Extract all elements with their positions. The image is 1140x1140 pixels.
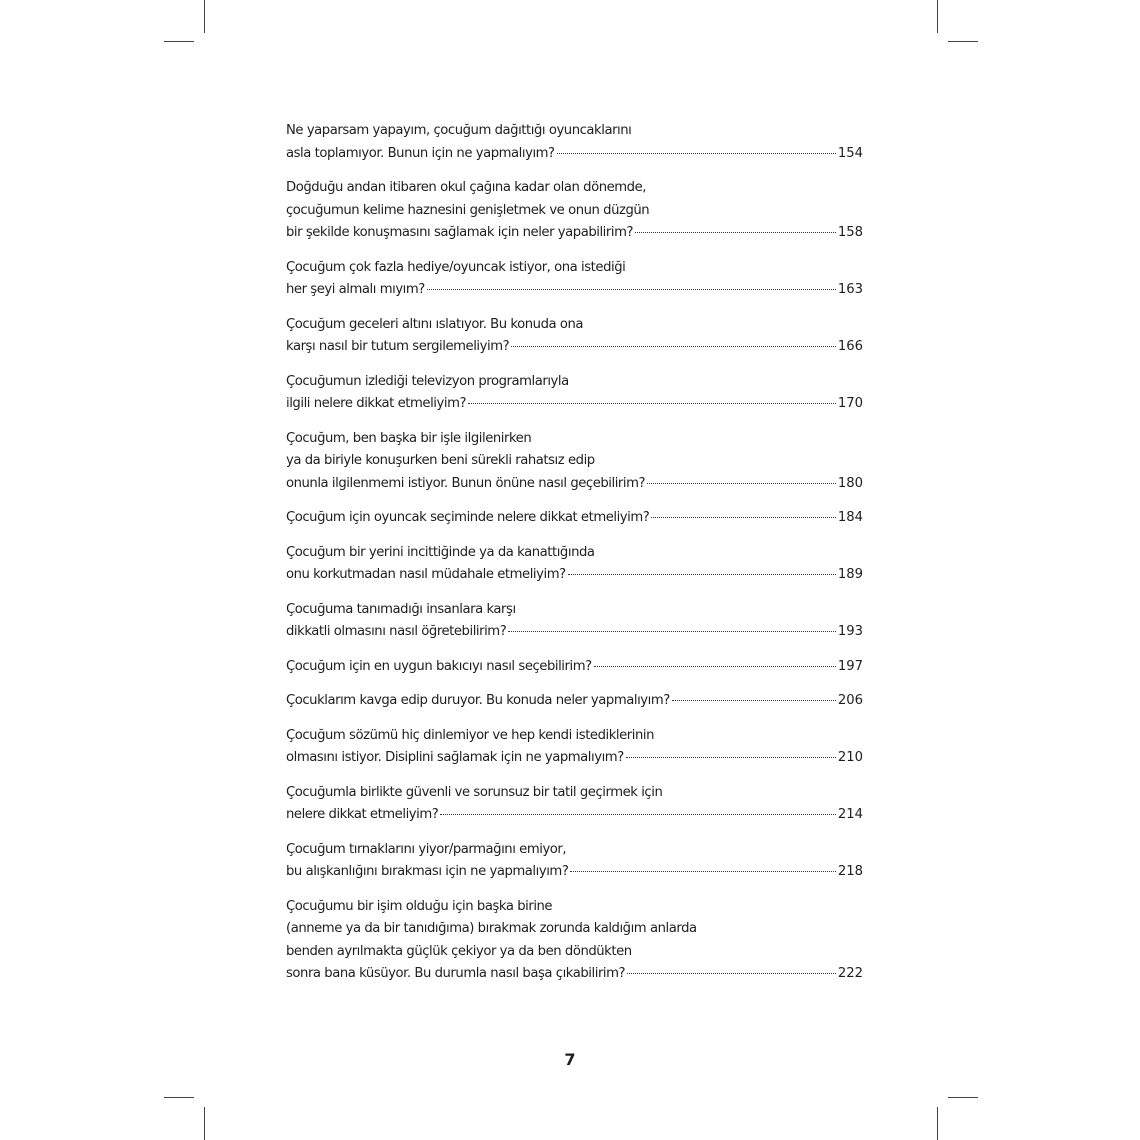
table-of-contents: [286, 120, 863, 998]
toc-entry: [286, 690, 863, 713]
toc-entry-text: Çocuğum tırnaklarını yiyor/parmağını emiyor,: [286, 841, 567, 857]
toc-entry-line: [286, 621, 863, 644]
toc-entry-line: [286, 371, 863, 394]
toc-entry-text: Çocuğumun izlediği televizyon programlarıyla: [286, 373, 569, 389]
toc-entry-text: Çocuğuma tanımadığı insanlara karşı: [286, 601, 516, 617]
toc-entry-line: [286, 941, 863, 964]
toc-entry-line: [286, 782, 863, 805]
toc-leader-dots: [647, 483, 836, 484]
toc-entry-line: [286, 279, 863, 302]
toc-entry-line: [286, 896, 863, 919]
toc-entry-text: (anneme ya da bir tanıdığıma) bırakmak zorunda kaldığım anlarda: [286, 921, 697, 936]
toc-leader-dots: [626, 757, 836, 758]
toc-page-number: 222: [837, 966, 863, 981]
toc-entry-text: her şeyi almalı mıyım?: [286, 282, 425, 297]
toc-entry: [286, 257, 863, 302]
toc-leader-dots: [468, 403, 836, 404]
toc-page-number: 189: [837, 567, 863, 582]
toc-entry-text: olmasını istiyor. Disiplini sağlamak için ne yapmalıyım?: [286, 750, 624, 765]
toc-entry-line: [286, 918, 863, 941]
toc-entry-text: Ne yaparsam yapayım, çocuğum dağıttığı oyuncaklarını: [286, 123, 632, 138]
crop-mark-top-right-vertical: [937, 0, 938, 33]
toc-entry: [286, 599, 863, 644]
toc-leader-dots: [635, 232, 836, 233]
toc-leader-dots: [672, 700, 836, 701]
toc-entry-text: onunla ilgilenmemi istiyor. Bunun önüne nasıl geçebilirim?: [286, 475, 646, 491]
toc-page-number: 210: [837, 750, 863, 765]
toc-entry: [286, 839, 863, 884]
toc-entry-line: [286, 120, 863, 143]
toc-page-number: 180: [837, 475, 863, 491]
toc-entry-line: [286, 839, 863, 862]
crop-mark-bottom-left-vertical: [204, 1107, 205, 1140]
toc-entry-text: Çocuklarım kavga edip duruyor. Bu konuda neler yapmalıyım?: [286, 693, 670, 708]
toc-leader-dots: [440, 814, 836, 815]
toc-page-number: 214: [837, 807, 863, 822]
toc-entry-text: ilgili nelere dikkat etmeliyim?: [286, 396, 467, 411]
toc-page-number: 218: [837, 864, 863, 879]
toc-entry-line: [286, 143, 863, 166]
toc-leader-dots: [511, 346, 836, 347]
toc-entry-text: bu alışkanlığını bırakması için ne yapmalıyım?: [286, 864, 569, 879]
crop-mark-bottom-right-vertical: [937, 1107, 938, 1140]
toc-entry-text: Çocuğum sözümü hiç dinlemiyor ve hep kendi istediklerinin: [286, 727, 654, 743]
toc-page-number: 166: [837, 339, 863, 354]
toc-entry-line: [286, 747, 863, 770]
toc-entry-line: [286, 963, 863, 986]
toc-entry-line: [286, 222, 863, 245]
toc-entry-text: Çocuğumu bir işim olduğu için başka birine: [286, 898, 553, 914]
crop-mark-bottom-left-horizontal: [164, 1097, 194, 1098]
toc-page-number: 158: [837, 225, 863, 240]
toc-page-number: 184: [837, 510, 863, 525]
toc-entry-line: [286, 336, 863, 359]
toc-leader-dots: [627, 973, 836, 974]
toc-entry-text: Çocuğum için oyuncak seçiminde nelere dikkat etmeliyim?: [286, 510, 650, 525]
toc-entry-text: onu korkutmadan nasıl müdahale etmeliyim?: [286, 567, 566, 582]
toc-entry-text: ya da biriyle konuşurken beni sürekli rahatsız edip: [286, 453, 595, 468]
toc-leader-dots: [651, 517, 836, 518]
toc-entry: [286, 782, 863, 827]
toc-leader-dots: [594, 666, 836, 667]
toc-entry-line: [286, 804, 863, 827]
toc-entry: [286, 542, 863, 587]
toc-entry-line: [286, 428, 863, 451]
crop-mark-bottom-right-horizontal: [948, 1097, 978, 1098]
page-number: 7: [564, 1050, 576, 1069]
toc-entry: [286, 120, 863, 165]
toc-entry-text: Doğduğu andan itibaren okul çağına kadar olan dönemde,: [286, 180, 646, 195]
toc-entry: [286, 896, 863, 986]
toc-entry-line: [286, 473, 863, 496]
toc-entry-line: [286, 314, 863, 337]
toc-entry-text: dikkatli olmasını nasıl öğretebilirim?: [286, 624, 507, 639]
toc-entry-text: asla toplamıyor. Bunun için ne yapmalıyım?: [286, 145, 555, 161]
toc-leader-dots: [508, 631, 836, 632]
toc-entry-text: Çocuğum için en uygun bakıcıyı nasıl seçebilirim?: [286, 658, 592, 674]
crop-mark-top-right-horizontal: [948, 41, 978, 42]
toc-entry-text: benden ayrılmakta güçlük çekiyor ya da ben döndükten: [286, 943, 632, 959]
toc-entry: [286, 507, 863, 530]
toc-entry-text: Çocuğum çok fazla hediye/oyuncak istiyor, ona istediği: [286, 259, 626, 275]
toc-page-number: 170: [837, 396, 863, 411]
toc-entry-line: [286, 690, 863, 713]
toc-leader-dots: [427, 289, 836, 290]
toc-entry-line: [286, 542, 863, 565]
toc-page-number: 193: [837, 624, 863, 639]
toc-page-number: 163: [837, 282, 863, 297]
toc-entry: [286, 314, 863, 359]
toc-entry-text: bir şekilde konuşmasını sağlamak için neler yapabilirim?: [286, 225, 634, 240]
toc-entry-text: çocuğumun kelime haznesini genişletmek ve onun düzgün: [286, 202, 650, 218]
toc-entry-line: [286, 200, 863, 223]
toc-entry-line: [286, 507, 863, 530]
toc-entry-text: sonra bana küsüyor. Bu durumla nasıl başa çıkabilirim?: [286, 966, 626, 981]
toc-page-number: 154: [837, 145, 863, 161]
toc-leader-dots: [570, 871, 835, 872]
toc-entry: [286, 725, 863, 770]
toc-entry-text: Çocuğum bir yerini incittiğinde ya da kanattığında: [286, 544, 595, 560]
crop-mark-top-left-horizontal: [164, 41, 194, 42]
toc-leader-dots: [568, 574, 836, 575]
toc-entry-line: [286, 257, 863, 280]
toc-entry-line: [286, 861, 863, 884]
toc-entry-text: Çocuğumla birlikte güvenli ve sorunsuz bir tatil geçirmek için: [286, 784, 663, 800]
toc-entry: [286, 428, 863, 496]
toc-entry-text: Çocuğum, ben başka bir işle ilgilenirken: [286, 430, 532, 446]
toc-entry: [286, 371, 863, 416]
toc-entry-line: [286, 656, 863, 679]
toc-entry-text: karşı nasıl bir tutum sergilemeliyim?: [286, 339, 510, 354]
toc-leader-dots: [557, 153, 836, 154]
toc-entry: [286, 656, 863, 679]
toc-entry-line: [286, 725, 863, 748]
toc-page-number: 197: [837, 658, 863, 674]
toc-page-number: 206: [837, 693, 863, 708]
toc-entry-text: nelere dikkat etmeliyim?: [286, 807, 439, 822]
toc-entry-line: [286, 450, 863, 473]
toc-entry-line: [286, 564, 863, 587]
crop-mark-top-left-vertical: [204, 0, 205, 33]
toc-entry-line: [286, 393, 863, 416]
toc-entry-line: [286, 177, 863, 200]
toc-entry-line: [286, 599, 863, 622]
toc-entry-text: Çocuğum geceleri altını ıslatıyor. Bu konuda ona: [286, 316, 584, 332]
toc-entry: [286, 177, 863, 245]
